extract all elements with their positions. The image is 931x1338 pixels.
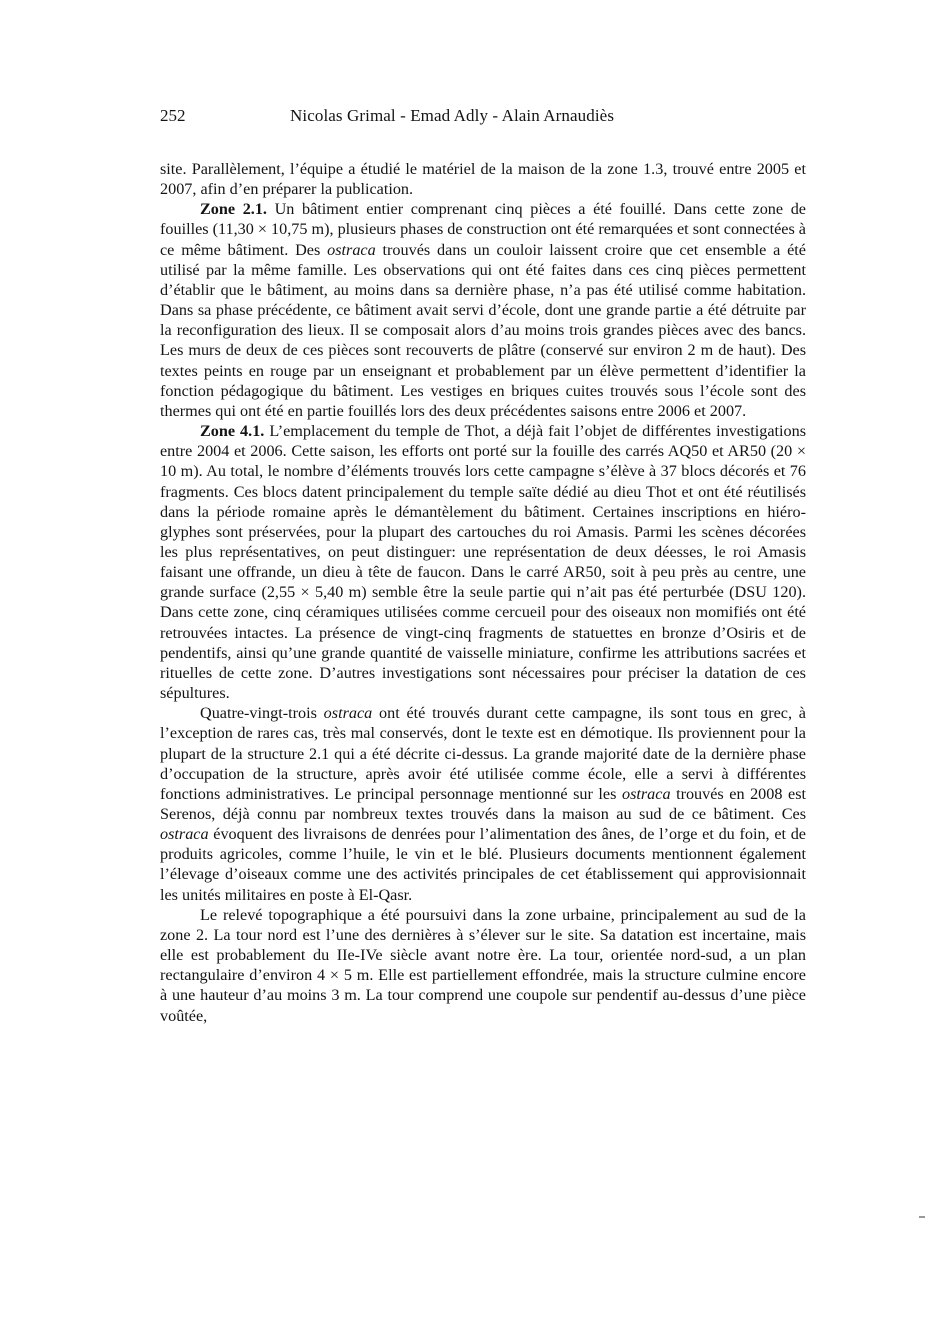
page-number: 252 <box>160 106 186 125</box>
paragraph-text: Le relevé topographique a été poursuivi dans la zone urbaine, principalement au sud de la zone 2. La tour nord est l’une des dernières à s’élever sur le site. Sa datation est incertaine, mais elle est probablement du IIe-IVe siècle avant notre ère. La tour, orientée nord-sud, a un plan rectangulaire d’environ 4 × 5 m. Elle est partiellement effondrée, mais la structure culmine encore à une hauteur d’au moins 3 m. La tour comprend une coupole sur pendentif au-dessus d’une pièce voûtée, <box>160 905 806 1025</box>
paragraph-zone-4-1 <box>160 421 806 703</box>
paragraph-text: trouvés dans un couloir laissent croire que cet ensemble a été utilisé par la même famille. Les observations qui ont été faites dans ces cinq pièces permettent d’établir que le bâtiment, au moins dans sa dernière phase, n’a pas été utilisé comme habitation. Dans sa phase précédente, ce bâtiment avait servi d’école, dont une grande partie a été détruite par la reconfiguration des lieux. Il se composait alors d’au moins trois grandes pièces avec des bancs. Les murs de deux de ces pièces sont recouverts de plâtre (conservé sur environ 2 m de haut). Des textes peints en rouge par un enseignant et probablement par un élève permettent d’identifier la fonction pédagogique du bâtiment. Les vestiges en briques cuites trouvés sous l’école sont des thermes qui ont été en partie fouillés lors des deux précédentes saisons entre 2006 et 2007. <box>160 240 806 420</box>
italic-term: ostraca <box>160 825 209 844</box>
paragraph-ostraca <box>160 703 806 905</box>
running-head <box>160 106 806 136</box>
scan-artifact-mark <box>919 1216 925 1218</box>
paragraph-text: L’emplacement du temple de Thot, a déjà fait l’objet de différentes investigations entre 2004 et 2006. Cette saison, les efforts ont porté sur la fouille des carrés AQ50 et AR50 (20 × 10 m). Au total, le nombre d’éléments trouvés lors cette campagne s’élève à 37 blocs décorés et 76 fragments. Ces blocs datent principalement du temple saïte dédié au dieu Thot et ont été réutilisés dans la période romaine après le démantèlement du bâtiment. Certaines inscriptions en hiéroglyphes sont préservées, pour la plupart des cartouches du roi Amasis. Parmi les scènes décorées les plus représentatives, on peut distinguer: une représentation de deux déesses, le roi Amasis faisant une offrande, un dieu à tête de faucon. Dans le carré AR50, soit à peu près au centre, une grande surface (2,55 × 5,40 m) semble être la seule partie qui n’ait pas été perturbée (DSU 120). Dans cette zone, cinq céramiques utilisées comme cercueil pour des oiseaux non momifiés ont été retrouvées intactes. La présence de vingt-cinq fragments de statuettes en bronze d’Osiris et de pendentifs, ainsi qu’une grande quantité de vaisselle miniature, confirme les attributions sacrées et rituelles de cette zone. D’autres investigations sont nécessaires pour préciser la datation de ces sépultures. <box>160 422 806 703</box>
paragraph-intro <box>160 159 806 199</box>
italic-term: ostraca <box>621 784 671 803</box>
italic-term: ostraca <box>323 704 373 723</box>
paragraph-zone-2-1 <box>160 199 806 421</box>
zone-heading: Zone 4.1. <box>200 422 265 441</box>
article-body <box>160 159 806 1026</box>
paragraph-text: Un bâtiment entier comprenant cinq pièces a été fouillé. Dans cette zone de fouilles (11,30 × 10,75 m), plusieurs phases de construction ont été remarquées et sont connectées à ce même bâtiment. Des <box>160 200 806 259</box>
paragraph-text: Quatre-vingt-trois <box>200 704 324 723</box>
paragraph-text: évoquent des livraisons de denrées pour l’alimentation des ânes, de l’orge et du foin, et de produits agricoles, comme l’huile, le vin et le blé. Plusieurs documents mentionnent également l’élevage d’oiseaux comme une des activités principales de cet établissement qui approvisionnait les unités militaires en poste à El-Qasr. <box>160 825 806 904</box>
paragraph-topography <box>160 905 806 1026</box>
paragraph-text: site. Parallèlement, l’équipe a étudié le matériel de la maison de la zone 1.3, trouvé entre 2005 et 2007, afin d’en préparer la publication. <box>160 160 806 199</box>
italic-term: ostraca <box>327 240 376 259</box>
paragraph-text: trouvés en 2008 est Serenos, déjà connu par nombreux textes trouvés dans la maison au sud de ce bâtiment. Ces <box>160 784 806 823</box>
zone-heading: Zone 2.1. <box>200 200 267 219</box>
paragraph-text: ont été trouvés durant cette campagne, ils sont tous en grec, à l’exception de rares cas, très mal conservés, dont le texte est en démotique. Ils proviennent pour la plupart de la structure 2.1 qui a été décrite ci-dessus. La grande majorité date de la dernière phase d’occupation de la structure, après avoir été utilisée comme école, elle a servi à différentes fonctions administratives. Le principal personnage mentionné sur les <box>160 704 806 803</box>
running-head-authors: Nicolas Grimal - Emad Adly - Alain Arnaudiès <box>290 106 615 125</box>
